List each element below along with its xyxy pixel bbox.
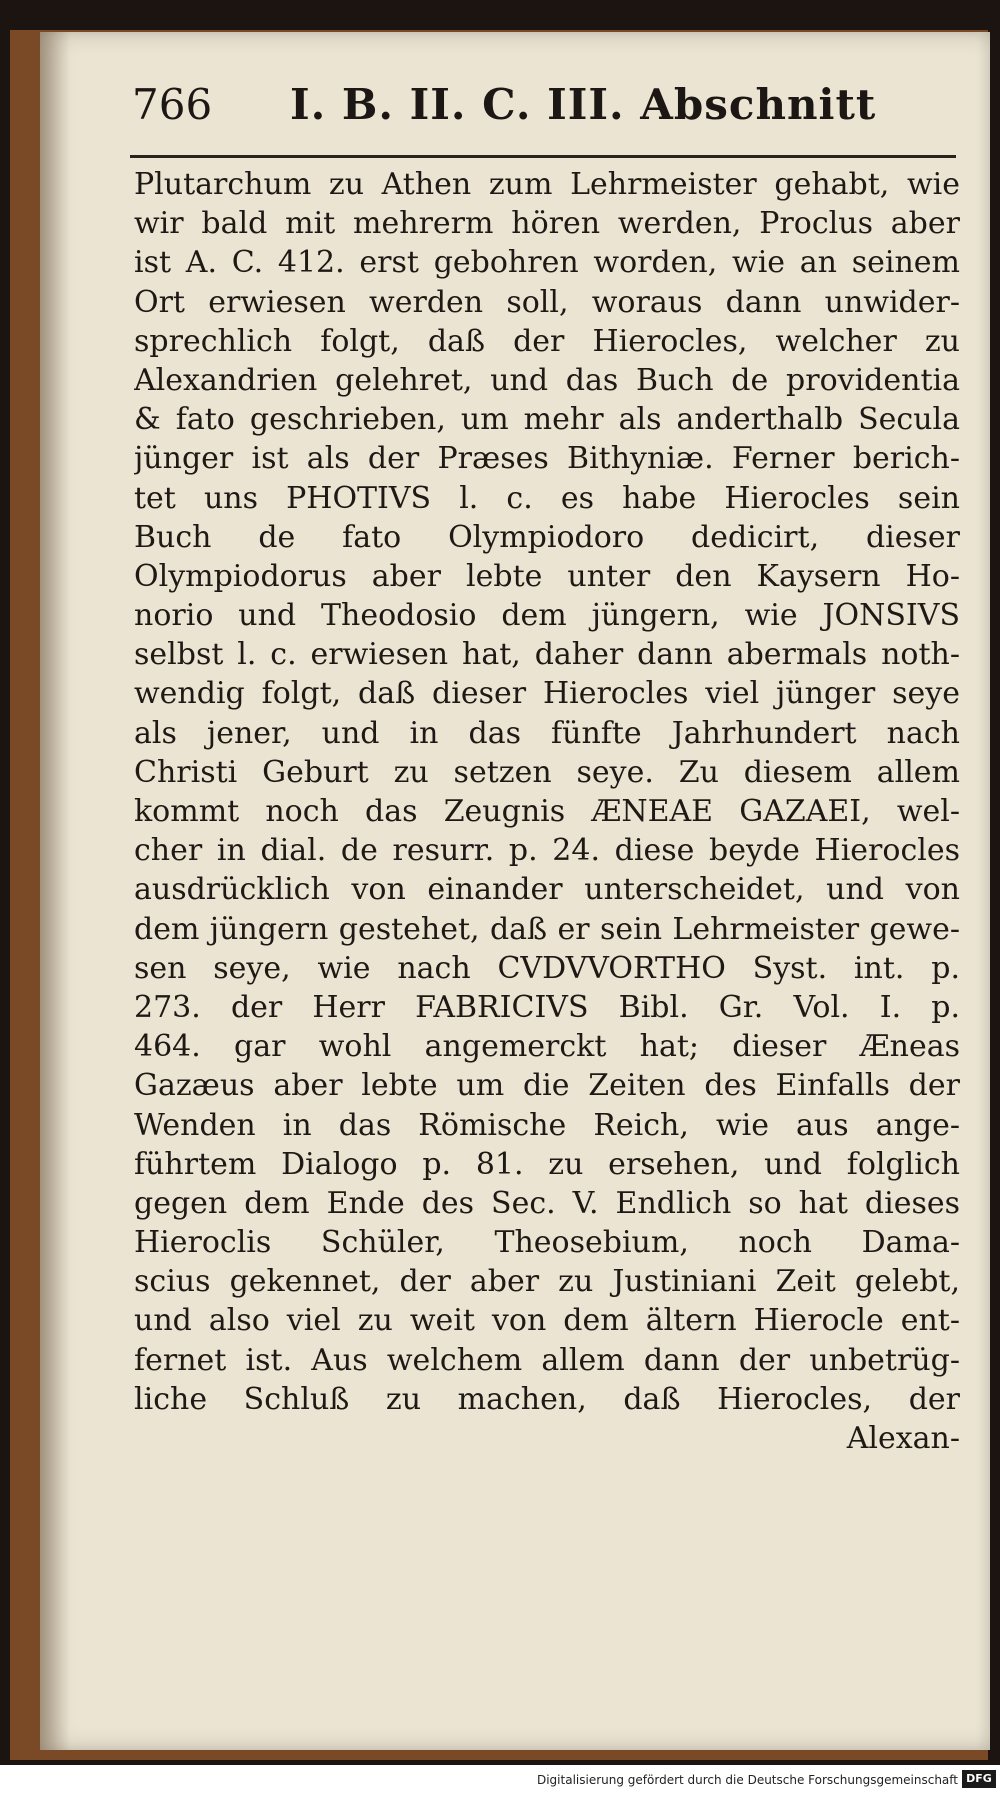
text-line: wendig folgt, daß dieser Hierocles viel jünger seye bbox=[134, 676, 960, 712]
header-rule bbox=[130, 155, 956, 158]
text-line: sen seye, wie nach CVDVVORTHO Syst. int. p. bbox=[134, 950, 960, 986]
text-line: Hieroclis Schüler, Theosebium, noch Dama- bbox=[134, 1225, 960, 1261]
text-line: liche Schluß zu machen, daß Hierocles, der bbox=[134, 1381, 960, 1417]
text-line: sprechlich folgt, daß der Hierocles, welcher zu bbox=[134, 323, 960, 359]
text-line: selbst l. c. erwiesen hat, daher dann abermals noth- bbox=[134, 637, 960, 673]
text-line: Buch de fato Olympiodoro dedicirt, dieser bbox=[134, 519, 960, 555]
text-line: ist A. C. 412. erst gebohren worden, wie an seinem bbox=[134, 245, 960, 281]
text-line: 464. gar wohl angemerckt hat; dieser Æneas bbox=[134, 1029, 960, 1065]
text-line: jünger ist als der Præses Bithyniæ. Ferner berich- bbox=[134, 441, 960, 477]
text-line: fernet ist. Aus welchem allem dann der unbetrüg- bbox=[134, 1342, 960, 1378]
text-line: Gazæus aber lebte um die Zeiten des Einfalls der bbox=[134, 1068, 960, 1104]
dfg-logo: DFG bbox=[962, 1770, 996, 1788]
text-line: dem jüngern gestehet, daß er sein Lehrmeister gewe- bbox=[134, 911, 960, 947]
text-line: kommt noch das Zeugnis ÆNEAE GAZAEI, wel- bbox=[134, 794, 960, 829]
footer-bar bbox=[0, 1765, 1000, 1795]
catchword: Alexan- bbox=[846, 1421, 960, 1456]
text-line: ausdrücklich von einander unterscheidet, und von bbox=[134, 872, 960, 908]
text-line: 273. der Herr FABRICIVS Bibl. Gr. Vol. I. p. bbox=[134, 989, 960, 1025]
text-line: cher in dial. de resurr. p. 24. diese beyde Hierocles bbox=[134, 833, 960, 869]
text-line: scius gekennet, der aber zu Justiniani Zeit gelebt, bbox=[134, 1264, 960, 1300]
text-line: norio und Theodosio dem jüngern, wie JONSIVS bbox=[134, 598, 960, 634]
running-head: I. B. II. C. III. Abschnitt bbox=[290, 80, 877, 129]
text-line: Ort erwiesen werden soll, woraus dann unwider- bbox=[134, 284, 960, 320]
text-line: gegen dem Ende des Sec. V. Endlich so hat dieses bbox=[134, 1185, 960, 1221]
text-line: tet uns PHOTIVS l. c. es habe Hierocles sein bbox=[134, 480, 960, 516]
body-text bbox=[134, 165, 960, 1458]
text-line: Plutarchum zu Athen zum Lehrmeister gehabt, wie bbox=[134, 167, 960, 202]
digitization-credit: Digitalisierung gefördert durch die Deutsche Forschungsgemeinschaft bbox=[536, 1773, 958, 1787]
text-line: wir bald mit mehrerm hören werden, Proclus aber bbox=[134, 206, 960, 242]
text-line: Wenden in das Römische Reich, wie aus ange- bbox=[134, 1107, 960, 1143]
text-line: führtem Dialogo p. 81. zu ersehen, und folglich bbox=[134, 1146, 960, 1182]
text-line: Olympiodorus aber lebte unter den Kaysern Ho- bbox=[134, 558, 960, 594]
text-line: Alexandrien gelehret, und das Buch de providentia bbox=[134, 362, 960, 398]
text-line: als jener, und in das fünfte Jahrhundert nach bbox=[134, 715, 960, 751]
text-line: Christi Geburt zu setzen seye. Zu diesem allem bbox=[134, 754, 960, 790]
page-number: 766 bbox=[132, 80, 213, 129]
text-line: und also viel zu weit von dem ältern Hierocle ent- bbox=[134, 1303, 960, 1339]
text-line: & fato geschrieben, um mehr als anderthalb Secula bbox=[134, 402, 960, 438]
